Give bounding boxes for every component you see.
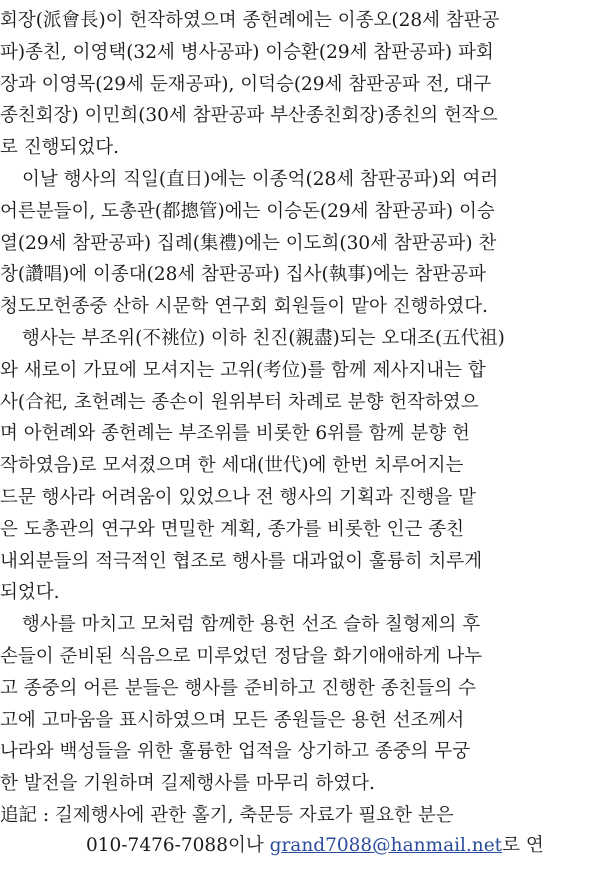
- text-line: 작하였음)로 모셔졌으며 한 세대(世代)에 한번 치루어지는: [0, 455, 464, 477]
- text-line: 며 아헌례와 종헌례는 부조위를 비롯한 6위를 함께 분향 헌: [0, 423, 470, 445]
- text-line: 로 진행되었다.: [0, 137, 119, 159]
- text-line: 열(29세 참판공파) 집례(集禮)에는 이도희(30세 참판공파) 찬: [0, 232, 497, 254]
- text-line: 와 새로이 가묘에 모셔지는 고위(考位)를 함께 제사지내는 합: [0, 359, 486, 381]
- text-line: 이날 행사의 직일(直日)에는 이종억(28세 참판공파)외 여러: [22, 169, 499, 190]
- text-line: 고 종중의 어른 분들은 행사를 준비하고 진행한 종친들의 수: [0, 677, 476, 699]
- text-line: 종친회장) 이민희(30세 참판공파 부산종친회장)종친의 헌작으: [0, 105, 498, 127]
- text-line: 사(合祀, 초헌례는 종손이 원위부터 차례로 분향 헌작하였으: [0, 391, 479, 413]
- text-line: 나라와 백성들을 위한 훌륭한 업적을 상기하고 종중의 무궁: [0, 741, 471, 763]
- text-line: 행사는 부조위(不祧位) 이하 친진(親盡)되는 오대조(五代祖): [22, 328, 505, 349]
- text-line: 손들이 준비된 식음으로 미루었던 정담을 화기애애하게 나누: [0, 646, 483, 667]
- text-line: 회장(派會長)이 헌작하였으며 종헌례에는 이종오(28세 참판공: [0, 10, 500, 31]
- text-line: 청도모헌종중 산하 시문학 연구회 회원들이 맡아 진행하였다.: [0, 296, 488, 318]
- contact-email-link[interactable]: grand7088@hanmail.net: [269, 834, 503, 856]
- text-line: 창(讚唱)에 이종대(28세 참판공파) 집사(執事)에는 참판공파: [0, 264, 487, 286]
- text-line: 장과 이영목(29세 둔재공파), 이덕승(29세 참판공파 전, 대구: [0, 73, 492, 95]
- text-line: 은 도총관의 연구와 면밀한 계획, 종가를 비롯한 인근 종친: [0, 518, 464, 540]
- text-line: 행사를 마치고 모처럼 함께한 용헌 선조 슬하 칠형제의 후: [22, 614, 481, 636]
- text-line: 어른분들이, 도총관(都摠管)에는 이승돈(29세 참판공파) 이승: [0, 200, 495, 222]
- text-line: 되었다.: [0, 582, 60, 604]
- text-line: 내외분들의 적극적인 협조로 행사를 대과없이 훌륭히 치루게: [0, 550, 483, 572]
- contact-suffix: 로 연: [502, 834, 544, 856]
- text-line: 고에 고마움을 표시하였으며 모든 종원들은 용헌 선조께서: [0, 709, 465, 731]
- text-line: 한 발전을 기원하며 길제행사를 마무리 하였다.: [0, 773, 375, 795]
- text-line: 드문 행사라 어려움이 있었으나 전 행사의 기획과 진행을 맡: [0, 487, 476, 508]
- contact-line: [86, 831, 544, 861]
- postscript-line: 追記 : 길제행사에 관한 홀기, 축문등 자료가 필요한 분은: [0, 805, 454, 826]
- text-line: 파)종친, 이영택(32세 병사공파) 이승환(29세 참판공파) 파회: [0, 41, 494, 63]
- contact-phone: 010-7476-7088이나: [86, 834, 264, 856]
